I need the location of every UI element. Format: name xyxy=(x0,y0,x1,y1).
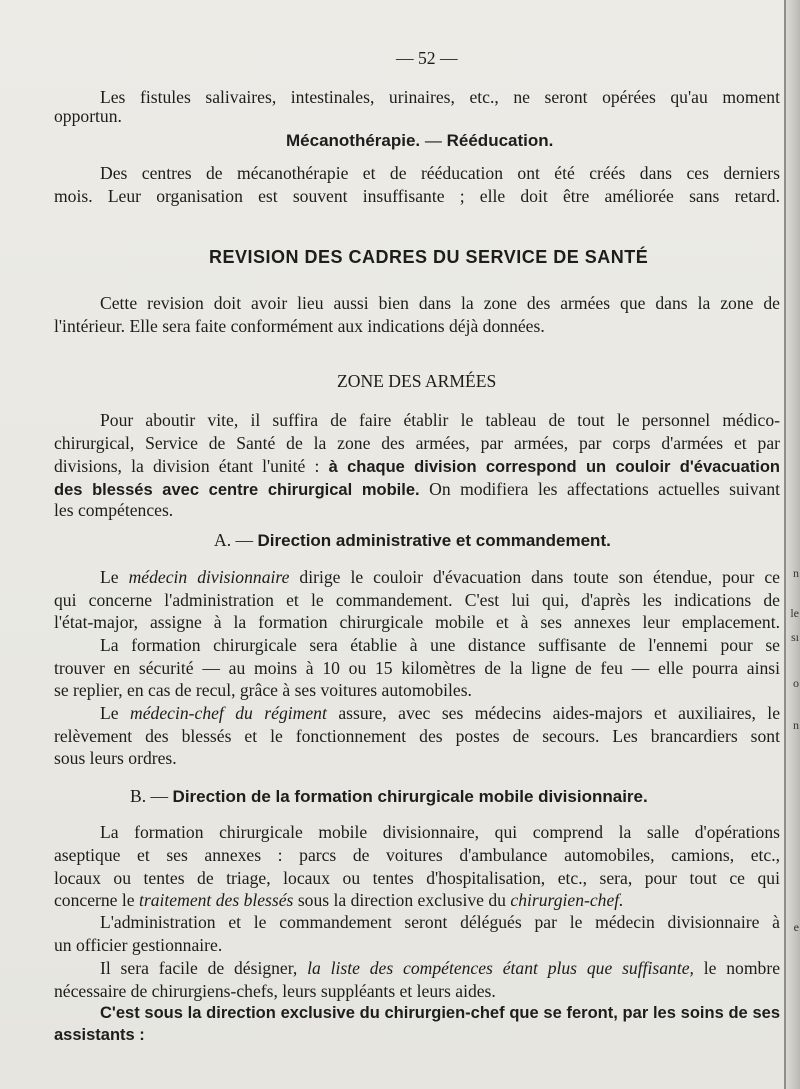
margin-mark: n xyxy=(793,718,799,732)
p11-line2: assistants : xyxy=(54,1026,145,1044)
margin-mark: o xyxy=(793,676,799,690)
p7-line2: relèvement des blessés et le fonctionnement des postes de secours. Les brancardiers sont xyxy=(54,726,780,746)
heading-section-a: A. — Direction administrative et commandement. xyxy=(214,530,611,550)
p6-line1: La formation chirurgicale sera établie à une distance suffisante de l'ennemi pour se xyxy=(100,635,780,655)
p7-line1: Le médecin-chef du régiment assure, avec ses médecins aides-majors et auxiliaires, le xyxy=(100,703,781,723)
p2-line1: Des centres de mécanothérapie et de rééducation ont été créés dans ces derniers xyxy=(100,163,780,183)
margin-mark: n xyxy=(793,566,799,580)
margin-mark: sı xyxy=(790,630,799,644)
p1-line2: opportun. xyxy=(54,106,122,126)
p10-line2: nécessaire de chirurgiens-chefs, leurs suppléants et leurs aides. xyxy=(54,981,496,1001)
p5-line3: l'état-major, assigne à la formation chirurgicale mobile et à ses annexes leur emplacement. xyxy=(54,612,780,632)
heading-mecanotherapie: Mécanothérapie. — Rééducation. xyxy=(286,131,554,150)
p4-line1: Pour aboutir vite, il suffira de faire établir le tableau de tout le personnel médico- xyxy=(100,410,780,430)
p4-line5: les compétences. xyxy=(54,500,174,520)
p6-line2: trouver en sécurité — au moins à 10 ou 15 kilomètres de la ligne de feu — elle pourra ainsi xyxy=(54,658,780,678)
p5-line1: Le médecin divisionnaire dirige le couloir d'évacuation dans toute son étendue, pour ce xyxy=(100,567,780,587)
p4-line2: chirurgical, Service de Santé de la zone des armées, par armées, par corps d'armées et par xyxy=(54,433,780,453)
p9-line1: L'administration et le commandement seront délégués par le médecin divisionnaire à xyxy=(100,912,780,932)
margin-mark: le xyxy=(790,606,799,620)
heading-section-b: B. — Direction de la formation chirurgicale mobile divisionnaire. xyxy=(130,786,648,806)
p4-line3: divisions, la division étant l'unité : à chaque division correspond un couloir d'évacuation xyxy=(54,456,780,476)
p9-line2: un officier gestionnaire. xyxy=(54,935,223,955)
p8-line2: aseptique et ses annexes : parcs de voitures d'ambulance automobiles, camions, etc., xyxy=(54,845,780,865)
p8-line3: locaux ou tentes de triage, locaux ou tentes d'hospitalisation, etc., sera, pour tout ce qui xyxy=(54,868,780,888)
p11-line1: C'est sous la direction exclusive du chirurgien-chef que se feront, par les soins de ses xyxy=(100,1004,780,1022)
heading-zone-des-armees: ZONE DES ARMÉES xyxy=(337,371,497,391)
p6-line3: se replier, en cas de recul, grâce à ses voitures automobiles. xyxy=(54,680,472,700)
p2-line2: mois. Leur organisation est souvent insuffisante ; elle doit être améliorée sans retard. xyxy=(54,186,780,206)
page-number: — 52 — xyxy=(396,48,458,68)
heading-revision: REVISION DES CADRES DU SERVICE DE SANTÉ xyxy=(209,247,649,267)
margin-mark: e xyxy=(793,920,799,934)
p1-line1: Les fistules salivaires, intestinales, urinaires, etc., ne seront opérées qu'au moment xyxy=(100,87,780,107)
p3-line2: l'intérieur. Elle sera faite conformément aux indications déjà données. xyxy=(54,316,545,336)
p7-line3: sous leurs ordres. xyxy=(54,748,177,768)
p5-line2: qui concerne l'administration et le commandement. C'est lui qui, d'après les indications de xyxy=(54,590,780,610)
p8-line1: La formation chirurgicale mobile divisionnaire, qui comprend la salle d'opérations xyxy=(100,822,780,842)
p4-line4: des blessés avec centre chirurgical mobile. On modifiera les affectations actuelles suivant xyxy=(54,479,781,499)
p10-line1: Il sera facile de désigner, la liste des compétences étant plus que suffisante, le nombre xyxy=(100,958,781,978)
p3-line1: Cette revision doit avoir lieu aussi bien dans la zone des armées que dans la zone de xyxy=(100,293,780,313)
p8-line4: concerne le traitement des blessés sous la direction exclusive du chirurgien-chef. xyxy=(54,890,624,910)
